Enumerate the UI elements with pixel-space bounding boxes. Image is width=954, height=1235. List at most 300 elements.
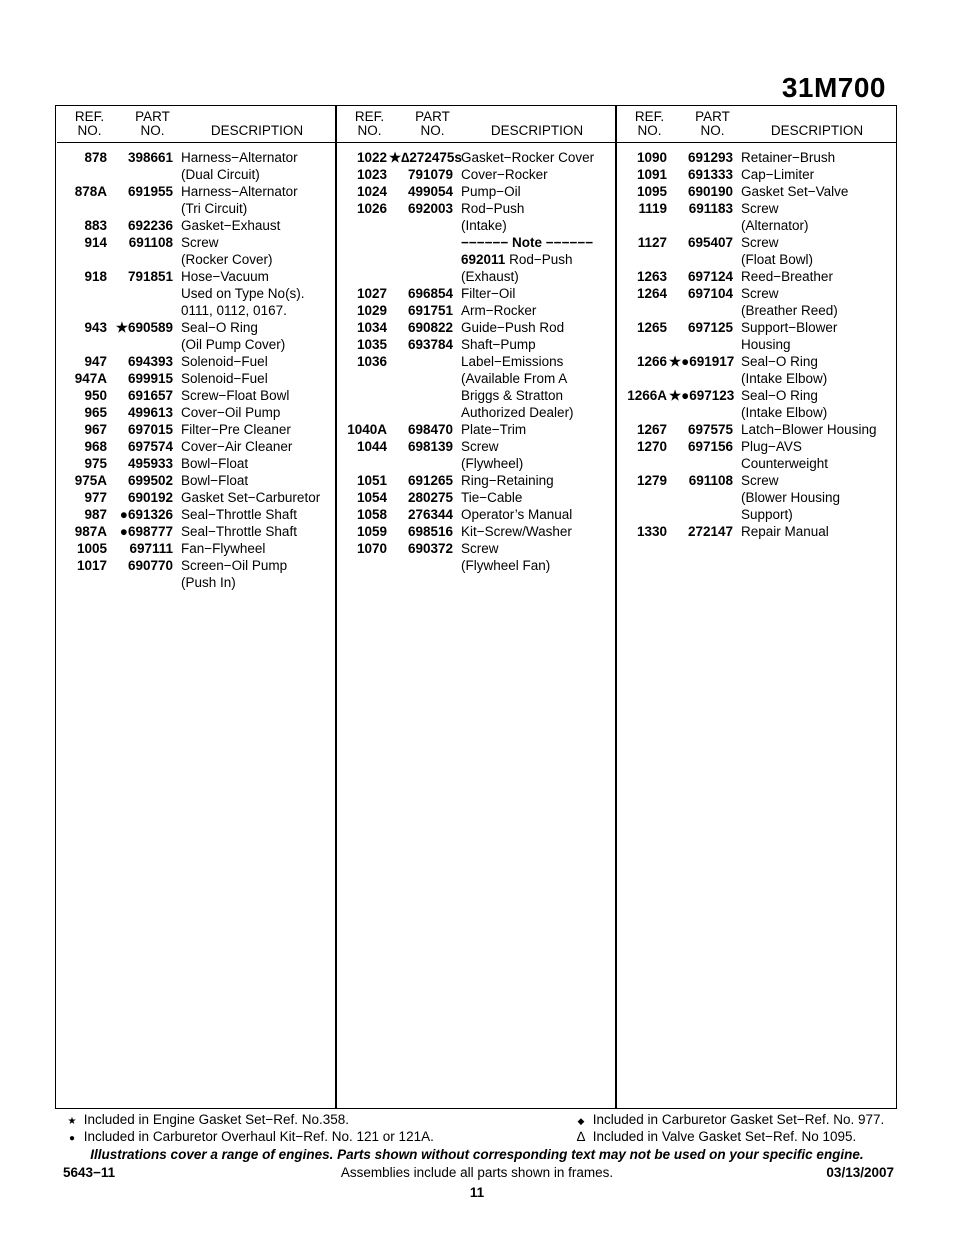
ref-header: REF. [354,109,385,124]
ref-number: 878 [84,150,107,165]
legend-star-text: Included in Engine Gasket Set−Ref. No.358. [83,1112,350,1127]
part-row [617,149,897,166]
part-description [461,319,617,336]
description-line: (Intake Elbow) [741,405,828,420]
part-row [57,183,337,217]
part-number: 697574 [127,439,173,454]
ref-number: 1024 [356,184,387,199]
part-header: PART [135,109,170,124]
part-number: 697156 [687,439,733,454]
part-row [337,234,617,251]
description-line: (Intake) [461,218,507,233]
part-description [461,353,617,421]
description-line: (Flywheel) [461,456,524,471]
description-line: Bowl−Float [181,456,249,471]
ref-number: 1266 [636,354,667,369]
part-description [181,472,337,489]
description-line: 0111, 0112, 0167. [181,303,287,318]
description-line: Fan−Flywheel [181,541,266,556]
legend-delta-text: Included in Valve Gasket Set−Ref. No 1095. [592,1129,857,1144]
part-description [461,438,617,472]
ref-number: 1035 [356,337,387,352]
part-row [57,387,337,404]
description-header: DESCRIPTION [490,123,584,138]
ref-number: 943 [84,320,107,335]
description-line: (Float Bowl) [741,252,814,267]
description-line: (Rocker Cover) [181,252,273,267]
part-number: 690192 [127,490,173,505]
part-number: 691265 [407,473,453,488]
part-description [181,506,337,523]
part-row [337,251,617,285]
part-number: 690190 [687,184,733,199]
part-description [461,183,617,200]
ref-number: 1017 [76,558,107,573]
part-description [181,183,337,217]
ref-number: 1059 [356,524,387,539]
part-number: ●691326 [119,507,173,522]
part-description [741,149,897,166]
part-number: ●698777 [119,524,173,539]
part-row [57,404,337,421]
part-number: ★690589 [115,320,173,335]
description-line: Tie−Cable [461,490,523,505]
description-line: Label−Emissions [461,354,564,369]
model-title: 31M700 [781,72,886,103]
part-description [741,285,897,319]
part-no-header: NO. [140,123,165,138]
part-number: 698516 [407,524,453,539]
part-description [181,234,337,268]
ref-number: 1279 [636,473,667,488]
part-description [741,353,897,387]
part-number: 398661 [127,150,173,165]
description-line: Seal−O Ring [741,354,818,369]
ref-number: 1270 [636,439,667,454]
description-line: Harness−Alternator [181,184,298,199]
ref-number: 1127 [637,235,667,250]
part-description [181,438,337,455]
ref-number: 975 [84,456,107,471]
part-row [617,268,897,285]
description-line: Authorized Dealer) [461,405,574,420]
description-line: Arm−Rocker [461,303,537,318]
description-line: Screw [181,235,219,250]
description-line: Cap−Limiter [741,167,815,182]
description-line: Ring−Retaining [461,473,554,488]
description-line: Shaft−Pump [461,337,536,352]
part-number: 694393 [127,354,173,369]
description-line: Cover−Air Cleaner [181,439,293,454]
part-number: 698139 [407,439,453,454]
description-line: Seal−O Ring [741,388,818,403]
part-number: 697111 [129,541,173,556]
ref-number: 1029 [356,303,387,318]
description-line: Plug−AVS [741,439,802,454]
part-row [617,166,897,183]
part-description [181,404,337,421]
part-description [461,336,617,353]
part-number: ★●697123 [669,388,735,403]
ref-header: REF. [634,109,665,124]
ref-number: 967 [84,422,107,437]
ref-number: 1090 [636,150,667,165]
legend-left [64,1112,434,1146]
part-description [461,421,617,438]
description-line: Cover−Oil Pump [181,405,281,420]
description-line: Seal−Throttle Shaft [181,524,297,539]
description-line: (Exhaust) [461,269,519,284]
part-number: 691293 [687,150,733,165]
description-line: Filter−Oil [461,286,516,301]
part-description [741,523,897,540]
part-number: 697124 [687,269,733,284]
description-line: Rod−Push [461,201,525,216]
part-row [57,370,337,387]
description-line: Reed−Breather [741,269,833,284]
description-line: Pump−Oil [461,184,521,199]
part-number: 691657 [127,388,173,403]
ref-number: 1054 [356,490,387,505]
legend-delta [573,1129,884,1144]
description-line: Counterweight [741,456,829,471]
description-line: Support−Blower [741,320,838,335]
description-line: (Available From A [461,371,568,386]
part-row [57,421,337,438]
part-number: 691955 [127,184,173,199]
part-description [741,387,897,421]
part-row [617,438,897,472]
description-line: (Breather Reed) [741,303,838,318]
part-description [181,489,337,506]
description-line: Plate−Trim [461,422,527,437]
part-number: 691183 [688,201,733,216]
part-number: 693784 [407,337,453,352]
part-number: 691333 [687,167,733,182]
part-row [617,523,897,540]
document-date: 03/13/2007 [826,1165,894,1180]
delta-symbol: ∆ [576,1129,586,1144]
part-number: 495933 [127,456,173,471]
description-line: Briggs & Stratton [461,388,564,403]
part-description [741,234,897,268]
part-row [57,540,337,557]
part-number: 691108 [128,235,173,250]
part-number: 691751 [407,303,453,318]
part-description [741,319,897,353]
part-description [181,387,337,404]
description-line: Seal−O Ring [181,320,258,335]
part-number: 697015 [127,422,173,437]
document-number: 5643−11 [63,1165,116,1180]
ref-number: 947A [74,371,107,386]
part-row [57,557,337,591]
part-number: 499054 [407,184,453,199]
part-number: 699915 [127,371,173,386]
ref-number: 1051 [356,473,387,488]
disclaimer: Illustrations cover a range of engines. Parts shown without corresponding text may not be used on your specific engine. [90,1147,864,1162]
legend-diamond [573,1112,884,1129]
part-number: 791851 [127,269,173,284]
part-row [337,353,617,421]
description-line: Gasket Set−Carburetor [181,490,321,505]
part-description [461,149,617,166]
description-line: 692011 Rod−Push [461,252,573,267]
description-line: Screen−Oil Pump [181,558,288,573]
ref-number: 1119 [638,201,667,216]
parts-column-2 [337,108,617,574]
description-line: (Push In) [181,575,236,590]
part-row [617,472,897,523]
part-row [617,234,897,268]
description-line: Operator’s Manual [461,507,573,522]
part-row [57,455,337,472]
column-header [337,108,617,143]
ref-number: 1040A [347,422,387,437]
part-description [181,370,337,387]
part-description [461,489,617,506]
ref-number: 947 [84,354,107,369]
description-line: Kit−Screw/Washer [461,524,572,539]
part-description [181,149,337,183]
description-line: (Alternator) [741,218,809,233]
description-line: (Blower Housing [741,490,841,505]
ref-number: 914 [84,235,107,250]
note-separator: −−−−−− Note −−−−−− [461,235,594,250]
part-description [741,438,897,472]
part-description [741,472,897,523]
part-number: 691108 [688,473,733,488]
ref-number: 1265 [636,320,667,335]
ref-number: 883 [84,218,107,233]
part-row [57,472,337,489]
part-description [461,166,617,183]
ref-number: 1095 [636,184,667,199]
part-description [461,506,617,523]
description-line: (Flywheel Fan) [461,558,551,573]
description-line: Screw [741,235,779,250]
part-description [461,472,617,489]
part-row [617,285,897,319]
ref-number: 977 [84,490,107,505]
part-number: 698470 [407,422,453,437]
description-line: Screw−Float Bowl [181,388,290,403]
description-line: Gasket−Exhaust [181,218,281,233]
ref-no-header: NO. [637,123,662,138]
parts-rows [57,143,337,591]
part-description [461,540,617,574]
description-line: Filter−Pre Cleaner [181,422,291,437]
ref-header: REF. [74,109,105,124]
part-description [181,523,337,540]
description-line: Screw [461,541,499,556]
part-number: ★●691917 [669,354,735,369]
part-row [337,523,617,540]
column-header [57,108,337,143]
ref-number: 1005 [76,541,107,556]
ref-number: 1023 [356,167,387,182]
part-row [337,421,617,438]
ref-number: 1027 [356,286,387,301]
part-row [337,166,617,183]
ref-number: 1264 [636,286,667,301]
description-line: Support) [741,507,793,522]
part-row [337,489,617,506]
part-row [57,506,337,523]
description-line: Retainer−Brush [741,150,836,165]
part-row [337,319,617,336]
ref-number: 1022 [356,150,387,165]
parts-rows [617,143,897,540]
description-line: Solenoid−Fuel [181,371,268,386]
ref-number: 1263 [636,269,667,284]
description-line: Screw [741,286,779,301]
star-symbol: ★ [67,1116,77,1127]
ref-no-header: NO. [357,123,382,138]
part-description [181,421,337,438]
part-description [461,200,617,234]
ref-number: 1330 [636,524,667,539]
ref-number: 1034 [356,320,387,335]
description-line: Gasket−Rocker Cover [461,150,595,165]
part-no-header: NO. [700,123,725,138]
part-number: 690372 [407,541,453,556]
part-description [181,268,337,319]
diamond-symbol: ◆ [577,1116,585,1126]
part-number: 690822 [407,320,453,335]
part-description [181,217,337,234]
part-row [57,489,337,506]
description-line: Latch−Blower Housing [741,422,877,437]
part-number: 697575 [687,422,733,437]
page-number: 11 [469,1185,485,1200]
ref-number: 878A [74,184,107,199]
legend-dot [64,1129,434,1146]
part-row [617,200,897,234]
part-number: 692003 [407,201,453,216]
ref-number: 1267 [636,422,667,437]
parts-column-1 [57,108,337,591]
legend-right [573,1112,884,1144]
part-header: PART [695,109,730,124]
ref-number: 918 [84,269,107,284]
part-row [337,285,617,302]
description-line: Used on Type No(s). [181,286,305,301]
part-number: 272147 [687,524,733,539]
part-row [57,234,337,268]
part-number: 280275 [407,490,453,505]
part-row [57,217,337,234]
part-description [741,166,897,183]
part-number: 791079 [407,167,453,182]
description-line: (Tri Circuit) [181,201,248,216]
description-line: Screw [741,201,779,216]
part-header: PART [415,109,450,124]
part-number: 499613 [127,405,173,420]
ref-number: 987A [74,524,107,539]
part-row [57,523,337,540]
description-header: DESCRIPTION [210,123,304,138]
description-header: DESCRIPTION [770,123,864,138]
part-number: ★∆272475s [389,150,462,165]
part-row [57,149,337,183]
ref-number: 968 [84,439,107,454]
description-line: (Dual Circuit) [181,167,260,182]
description-line: Harness−Alternator [181,150,298,165]
part-description [461,523,617,540]
part-description [741,421,897,438]
part-row [337,200,617,234]
ref-number: 975A [74,473,107,488]
ref-number: 1091 [636,167,667,182]
assemblies-note: Assemblies include all parts shown in frames. [340,1165,614,1180]
part-number: 690770 [127,558,173,573]
dot-symbol: ● [68,1133,76,1144]
part-number: 276344 [407,507,453,522]
description-line: (Oil Pump Cover) [181,337,286,352]
part-description [181,540,337,557]
part-row [337,149,617,166]
part-row [337,540,617,574]
part-description [461,285,617,302]
description-line: Screw [461,439,499,454]
part-row [617,183,897,200]
part-row [57,319,337,353]
part-description [181,353,337,370]
part-number: 697125 [687,320,733,335]
part-row [617,387,897,421]
part-no-header: NO. [420,123,445,138]
part-description [741,268,897,285]
description-line: Solenoid−Fuel [181,354,268,369]
part-description [741,183,897,200]
part-description [181,557,337,591]
part-row [617,421,897,438]
ref-number: 1036 [356,354,387,369]
ref-number: 965 [84,405,107,420]
part-number: 696854 [407,286,453,301]
description-line: Cover−Rocker [461,167,548,182]
part-description [461,302,617,319]
part-row [337,336,617,353]
part-description [181,319,337,353]
parts-column-3 [617,108,897,540]
part-row [337,438,617,472]
description-line: Bowl−Float [181,473,249,488]
part-row [337,506,617,523]
part-row [337,302,617,319]
part-row [337,183,617,200]
description-line: Repair Manual [741,524,829,539]
column-header [617,108,897,143]
part-row [57,438,337,455]
description-line: Hose−Vacuum [181,269,269,284]
part-description [461,251,617,285]
part-row [337,472,617,489]
description-line: Screw [741,473,779,488]
part-number: 695407 [687,235,733,250]
part-description [741,200,897,234]
part-number: 692236 [127,218,173,233]
description-line: (Intake Elbow) [741,371,828,386]
description-line: Gasket Set−Valve [741,184,849,199]
ref-number: 987 [84,507,107,522]
description-line: Seal−Throttle Shaft [181,507,297,522]
part-number: 697104 [687,286,733,301]
legend-diamond-text: Included in Carburetor Gasket Set−Ref. No. 977. [592,1112,885,1127]
parts-rows [337,143,617,574]
ref-number: 950 [84,388,107,403]
